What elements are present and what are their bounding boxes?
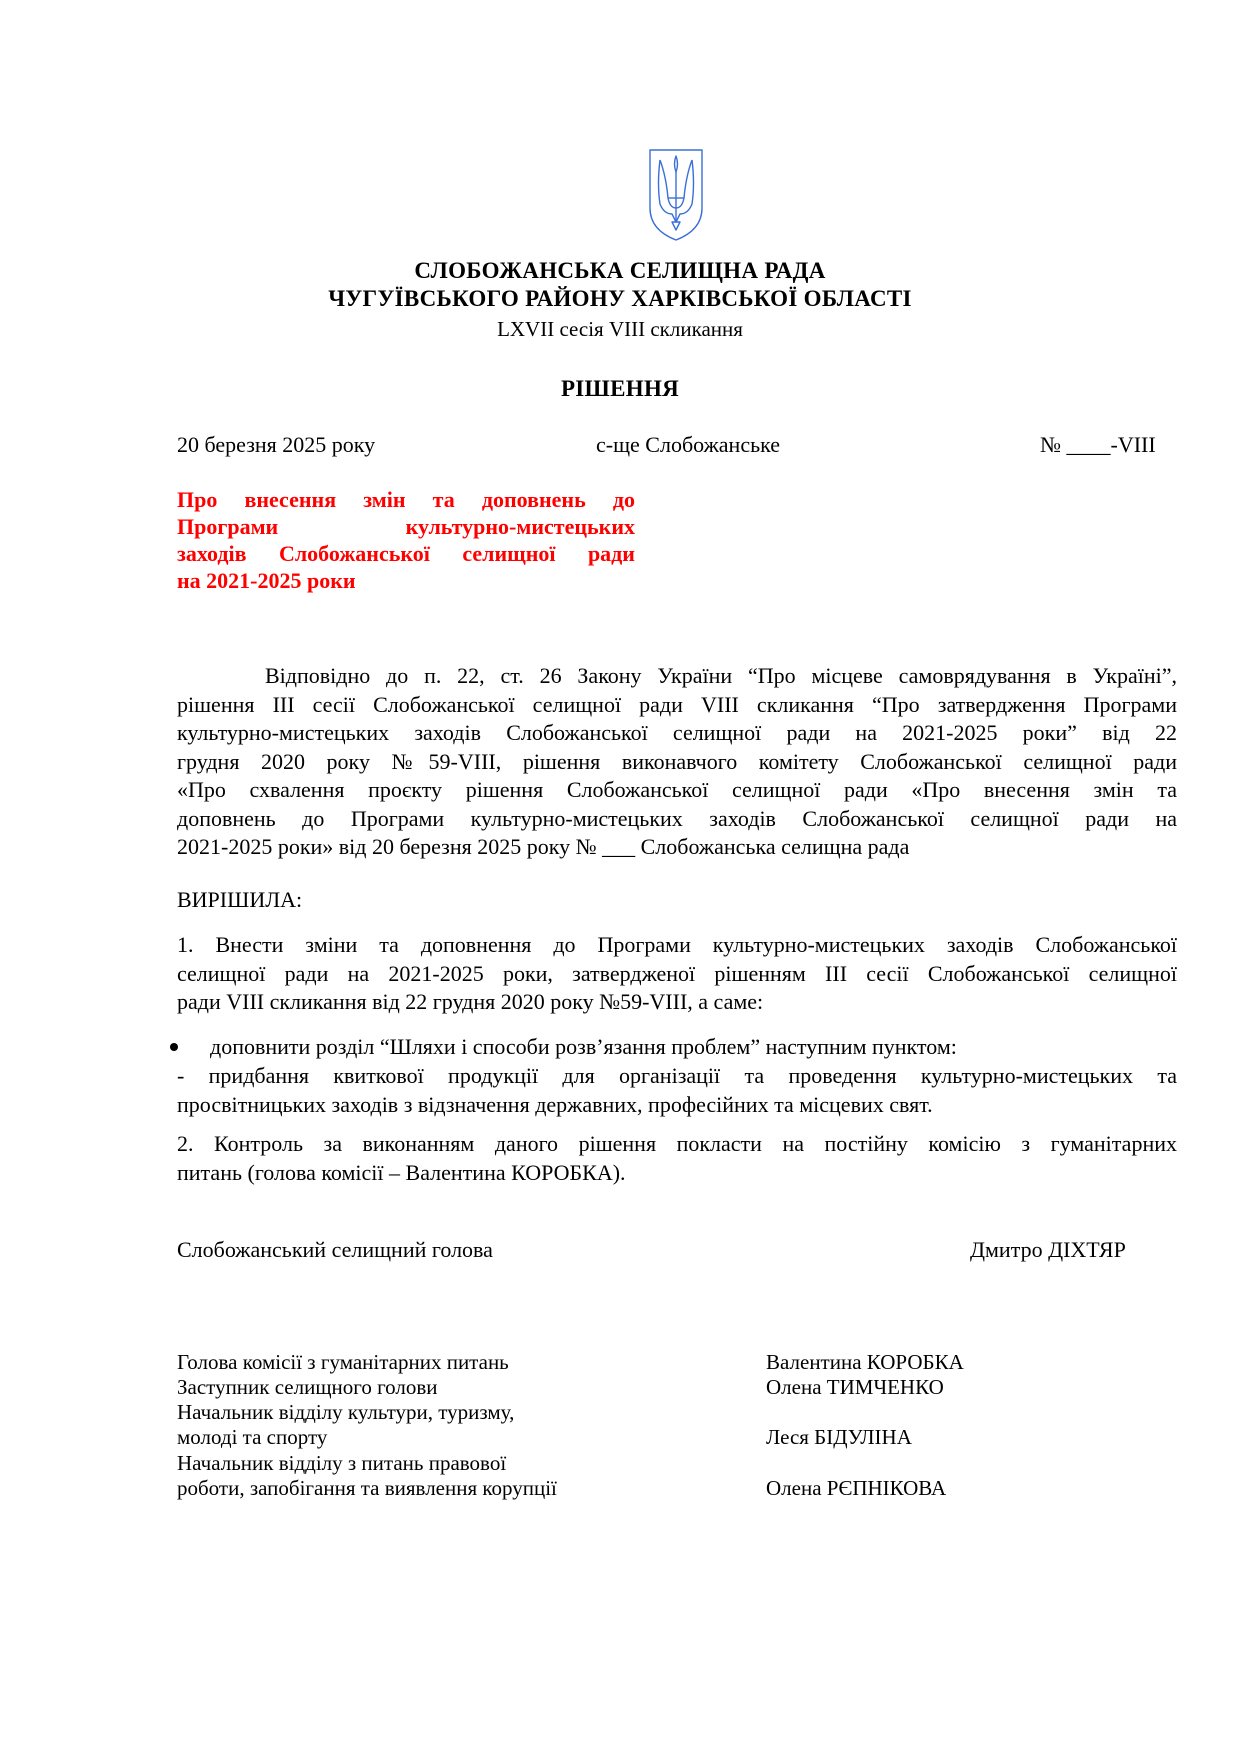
preamble-line: 2021-2025 роки» від 20 березня 2025 року № ___ Слобожанська селищна рада: [177, 834, 910, 859]
item-2-line: питань (голова комісії – Валентина КОРОБКА).: [177, 1159, 626, 1185]
session-line: LXVII сесія VIII скликання: [497, 317, 743, 341]
sub-item-paragraph: [177, 1062, 1177, 1119]
approval-position: Заступник селищного голови: [177, 1375, 438, 1399]
council-name: СЛОБОЖАНСЬКА СЕЛИЩНА РАДА: [414, 258, 826, 283]
preamble-line: Відповідно до п. 22, ст. 26 Закону України “Про місцеве самоврядування в Україні”,: [265, 663, 1177, 688]
subject-line: на 2021-2025 роки: [177, 568, 356, 593]
approval-position: роботи, запобігання та виявлення корупції: [177, 1476, 557, 1500]
preamble-line: рішення ІІІ сесії Слобожанської селищної ради VIII скликання “Про затвердження Програми: [177, 691, 1177, 717]
preamble-line: культурно-мистецьких заходів Слобожанської селищної ради на 2021-2025 роки” від 22: [177, 720, 1177, 745]
preamble-line: грудня 2020 року №59-VIII, рішення виконавчого комітету Слобожанської селищної ради: [177, 748, 1177, 774]
approval-name: Валентина КОРОБКА: [766, 1350, 964, 1374]
decision-number: № ____-VIII: [1040, 432, 1156, 457]
item-2-paragraph: [177, 1130, 1177, 1187]
subject-line: заходів Слобожанської селищної ради: [177, 541, 635, 566]
item-2-line: 2. Контроль за виконанням даного рішення покласти на постійну комісію з гуманітарних: [177, 1131, 1177, 1156]
sub-item-line: - придбання квиткової продукції для організації та проведення культурно-мистецьких та: [177, 1063, 1177, 1088]
preamble-line: доповнень до Програми культурно-мистецьких заходів Слобожанської селищної ради на: [177, 805, 1177, 831]
approval-name: Леся БІДУЛІНА: [766, 1425, 912, 1449]
approval-position: Начальник відділу культури, туризму,: [177, 1400, 515, 1424]
item-1-line: ради VIII скликання від 22 грудня 2020 року №59-VIII, а саме:: [177, 989, 764, 1014]
head-position: Слобожанський селищний голова: [177, 1237, 493, 1262]
item-1-line: 1. Внести зміни та доповнення до Програми культурно-мистецьких заходів Слобожанської: [177, 932, 1177, 957]
subject-line: Про внесення змін та доповнень до: [177, 487, 635, 512]
bullet-dot-icon: [170, 1043, 178, 1051]
document-type: РІШЕННЯ: [560, 376, 680, 401]
bullet-item: доповнити розділ “Шляхи і способи розв’язання проблем” наступним пунктом:: [210, 1034, 957, 1059]
approval-name: Олена РЄПНІКОВА: [766, 1476, 947, 1500]
tryzub-coat-of-arms-icon: [646, 142, 706, 244]
resolved-heading: ВИРІШИЛА:: [177, 887, 303, 912]
item-1-line: селищної ради на 2021-2025 роки, затвердженої рішенням ІІІ сесії Слобожанської селищної: [177, 960, 1177, 986]
head-name: Дмитро ДІХТЯР: [970, 1237, 1126, 1262]
sub-item-line: просвітницьких заходів з відзначення державних, професійних та місцевих свят.: [177, 1091, 933, 1117]
item-1-paragraph: [177, 931, 1177, 1017]
subject-line: Програми культурно-мистецьких: [177, 514, 635, 539]
approval-position: Голова комісії з гуманітарних питань: [177, 1350, 509, 1374]
approval-position: Начальник відділу з питань правової: [177, 1451, 507, 1475]
district-name: ЧУГУЇВСЬКОГО РАЙОНУ ХАРКІВСЬКОЇ ОБЛАСТІ: [328, 286, 912, 311]
preamble-paragraph: [177, 662, 1177, 862]
decision-place: с-ще Слобожанське: [596, 432, 781, 457]
preamble-line: «Про схвалення проєкту рішення Слобожанської селищної ради «Про внесення змін та: [177, 777, 1177, 802]
approval-name: Олена ТИМЧЕНКО: [766, 1375, 944, 1399]
decision-date: 20 березня 2025 року: [177, 432, 376, 457]
approval-position: молоді та спорту: [177, 1425, 328, 1449]
decision-subject: [177, 486, 635, 594]
